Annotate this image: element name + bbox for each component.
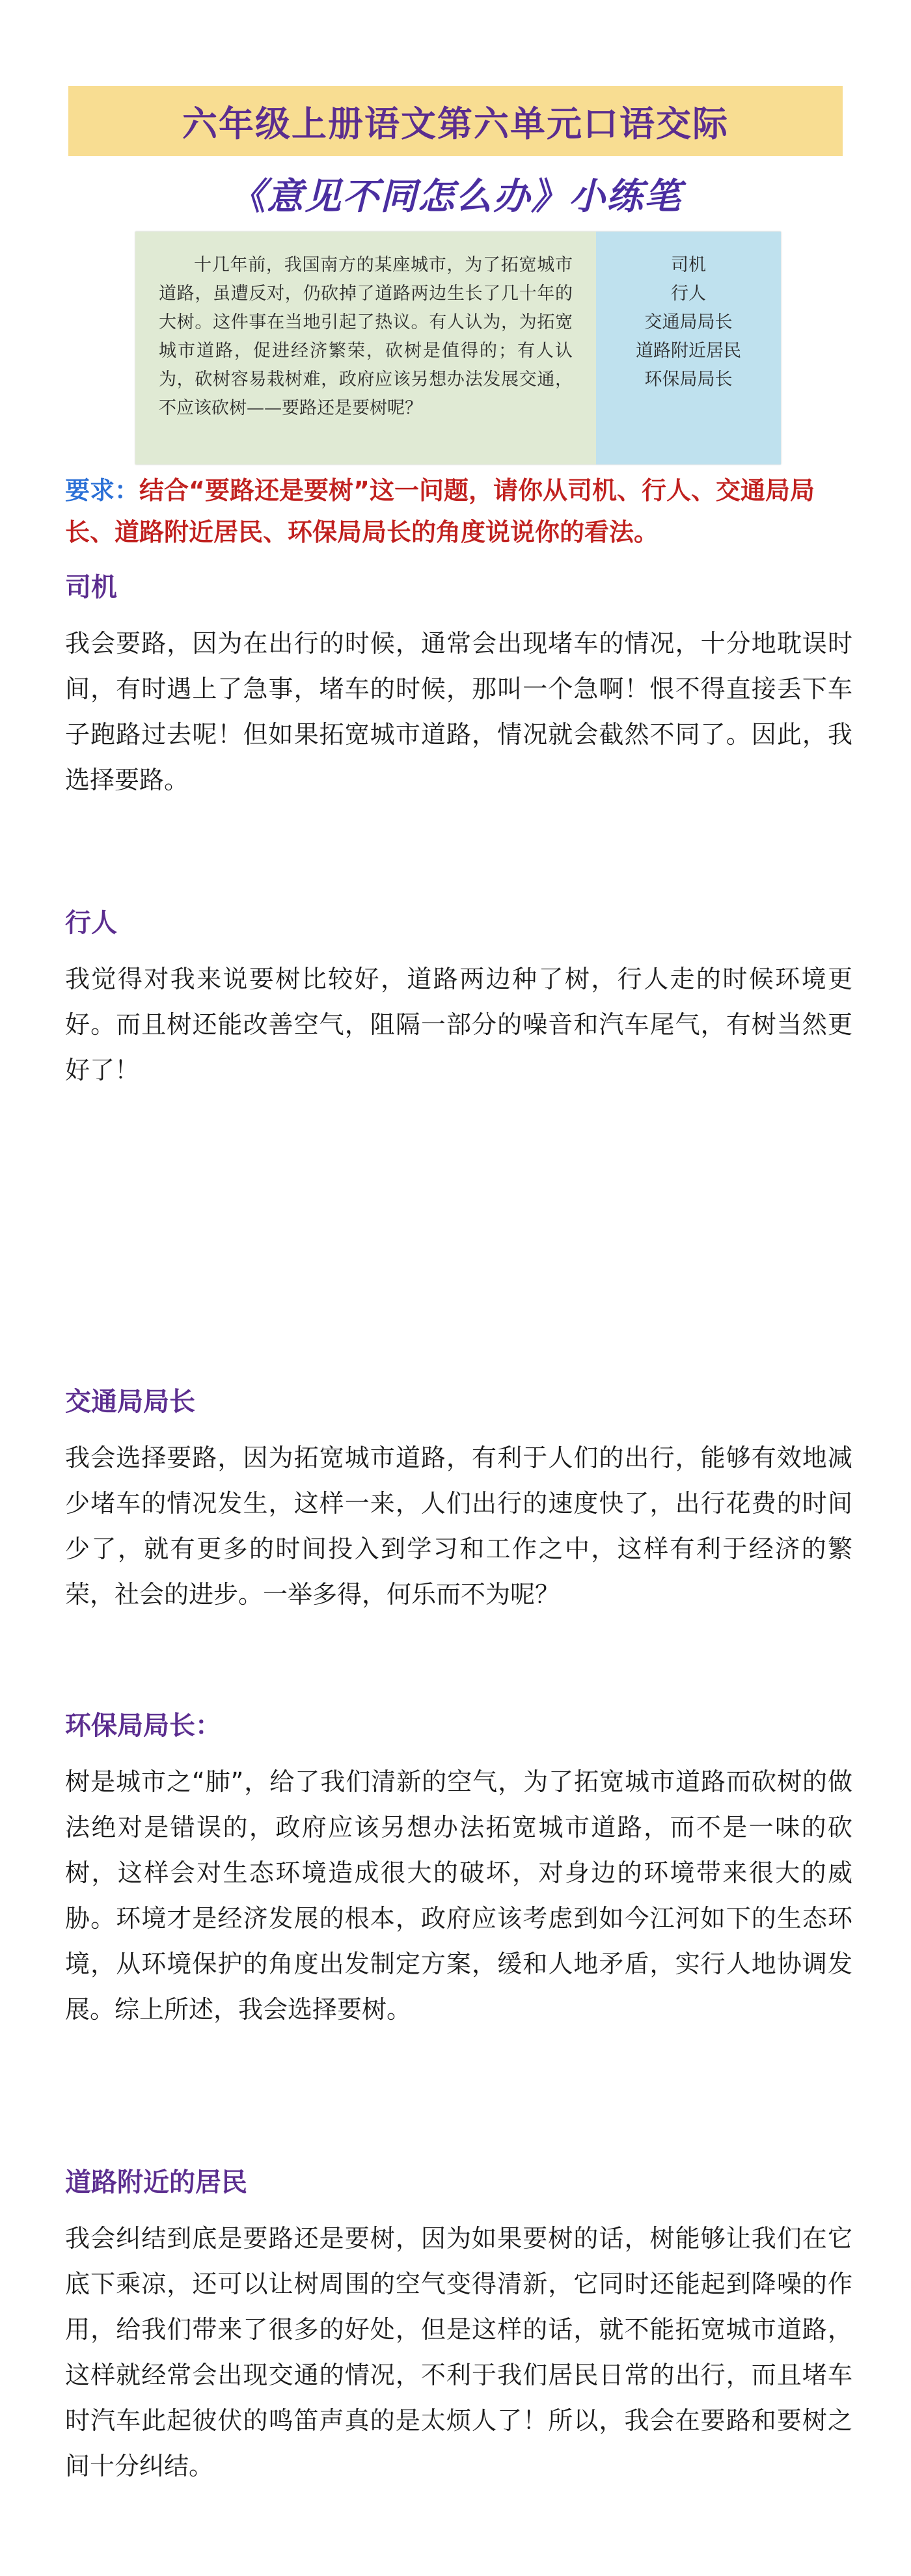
requirement-label: 要求： <box>65 476 140 505</box>
section-body: 我会要路，因为在出行的时候，通常会出现堵车的情况，十分地耽误时间，有时遇上了急事，堵车的时候，那叫一个急啊！恨不得直接丢下车子跑路过去呢！但如果拓宽城市道路，情况就会截然不同了。因此，我选择要路。 <box>65 629 852 794</box>
section-body: 我会纠结到底是要路还是要树，因为如果要树的话，树能够让我们在它底下乘凉，还可以让树周围的空气变得清新，它同时还能起到降噪的作用，给我们带来了很多的好处，但是这样的话，就不能拓宽城市道路，这样就经常会出现交通的情况，不利于我们居民日常的出行，而且堵车时汽车此起彼伏的鸣笛声真的是太烦人了！所以，我会在要路和要树之间十分纠结。 <box>65 2224 852 2480</box>
section-environment-director <box>65 1703 852 2032</box>
section-heading: 交通局局长 <box>65 1387 195 1417</box>
page-subtitle: 《意见不同怎么办》小练笔 <box>229 176 682 218</box>
role-item: 行人 <box>671 284 706 304</box>
role-item: 环保局局长 <box>644 369 733 390</box>
section-heading: 道路附近的居民 <box>65 2167 247 2197</box>
role-item: 司机 <box>671 255 706 275</box>
section-heading: 司机 <box>65 572 117 602</box>
section-body: 我会选择要路，因为拓宽城市道路，有利于人们的出行，能够有效地减少堵车的情况发生，这样一来，人们出行的速度快了，出行花费的时间少了，就有更多的时间投入到学习和工作之中，这样有利于经济的繁荣，社会的进步。一举多得，何乐而不为呢？ <box>65 1443 852 1609</box>
section-body: 我觉得对我来说要树比较好，道路两边种了树，行人走的时候环境更好。而且树还能改善空气，阻隔一部分的噪音和汽车尾气，有树当然更好了！ <box>65 965 852 1084</box>
title-banner <box>68 86 843 156</box>
textbook-passage: 十几年前，我国南方的某座城市，为了拓宽城市道路，虽遭反对，仍砍掉了道路两边生长了几十年的大树。这件事在当地引起了热议。有人认为，为拓宽城市道路，促进经济繁荣，砍树是值得的；有人认为，砍树容易栽树难，政府应该另想办法发展交通，不应该砍树——要路还是要树呢？ <box>135 232 596 464</box>
role-item: 交通局局长 <box>644 312 733 332</box>
section-traffic-director <box>65 1379 852 1617</box>
requirement-text: 结合“要路还是要树”这一问题，请你从司机、行人、交通局局长、道路附近居民、环保局局长的角度说说你的看法。 <box>65 476 815 546</box>
section-heading: 环保局局长： <box>65 1711 221 1741</box>
role-item: 道路附近居民 <box>636 341 741 361</box>
section-pedestrian <box>65 900 852 1093</box>
textbook-excerpt <box>135 232 781 464</box>
requirement <box>65 470 852 553</box>
section-driver <box>65 565 852 803</box>
section-residents <box>65 2160 852 2489</box>
page-title: 六年级上册语文第六单元口语交际 <box>182 103 729 144</box>
textbook-roles-list <box>596 232 781 464</box>
section-heading: 行人 <box>65 908 117 938</box>
section-body: 树是城市之“肺”，给了我们清新的空气，为了拓宽城市道路而砍树的做法绝对是错误的，政府应该另想办法拓宽城市道路，而不是一味的砍树，这样会对生态环境造成很大的破坏，对身边的环境带来很大的威胁。环境才是经济发展的根本，政府应该考虑到如今江河如下的生态环境，从环境保护的角度出发制定方案，缓和人地矛盾，实行人地协调发展。综上所述，我会选择要树。 <box>65 1767 852 2024</box>
